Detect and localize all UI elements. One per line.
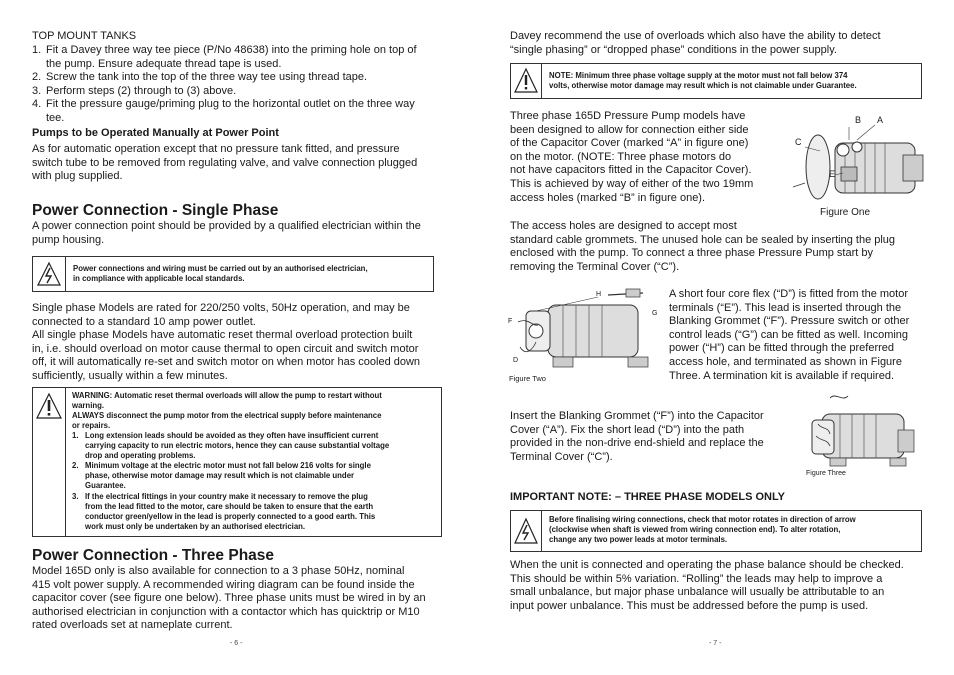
exclamation-warning-icon (511, 64, 542, 98)
figure-two-caption: Figure Two (509, 374, 546, 383)
warning-text: or repairs. (72, 421, 111, 430)
text-line: All single phase Models have automatic reset thermal overload protection built (32, 329, 413, 342)
text-line: of the Capacitor Cover (marked “A” in figure one) (510, 137, 749, 150)
list-text: Screw the tank into the top of the three way tee using thread tape. (46, 71, 368, 83)
figure-label-h: H (596, 291, 602, 298)
warning-text: Guarantee. (85, 481, 126, 490)
list-number: 3. (32, 85, 42, 97)
figure-three-caption: Figure Three (806, 470, 846, 477)
top-mount-title: TOP MOUNT TANKS (32, 30, 137, 42)
warning-text: WARNING: Automatic reset thermal overloads will allow the pump to restart without (72, 391, 382, 400)
warning-text: conductor green/yellow in the lead is properly connected to a good earth. This (85, 512, 376, 521)
figure-label-c: C (795, 137, 802, 147)
text-line: control leads (“G”) can be fitted as well. Incoming (669, 328, 909, 341)
text-line: not have capacitors fitted in the Capacitor Cover). (510, 164, 752, 177)
list-item (32, 71, 442, 85)
list-item (32, 44, 442, 72)
text-line: As for automatic operation except that no pressure tank fitted, and pressure (32, 143, 400, 155)
list-text: Fit a Davey three way tee piece (P/No 48638) into the priming hole on top of (46, 44, 417, 56)
text-line: in, i.e. should overload on motor cause thermal to open circuit and switch motor (32, 342, 419, 355)
thermal-warning-box (32, 387, 442, 537)
figure-label-e: E (829, 169, 836, 179)
figure-label-a: A (877, 115, 884, 125)
pump-diagram-figure-one (785, 115, 930, 210)
capacitor-paragraph (510, 110, 753, 205)
list-number: 1. (72, 431, 79, 440)
list-number: 4. (32, 98, 42, 110)
text-line: authorised electrician in conjunction with a contactor which has quicktrip or M10 (32, 605, 420, 618)
important-heading: IMPORTANT NOTE: – THREE PHASE MODELS ONLY (510, 491, 786, 503)
text-line: pump housing. (32, 233, 105, 246)
electrical-hazard-icon (33, 257, 66, 291)
text-line: input power unbalance. This must be addressed before the pump is used. (510, 599, 869, 612)
note-text: volts, otherwise motor damage may result which is not claimable under Guarantee. (549, 81, 857, 90)
text-line: rated overloads set at nameplate current. (32, 619, 233, 632)
list-number: 3. (72, 492, 79, 501)
warning-text: If the electrical fittings in your country make it necessary to remove the plug (85, 492, 368, 501)
text-line: Insert the Blanking Grommet (“F”) into the Capacitor (510, 410, 764, 422)
warning-text: carrying capacity to run electric motors, hence they can cause substantial voltage (85, 441, 390, 450)
manual-heading: Pumps to be Operated Manually at Power Point (32, 127, 279, 139)
blanking-paragraph (510, 410, 764, 464)
text-line: access holes (marked “B” in figure one). (510, 191, 706, 204)
text-line: connected to a standard 10 amp power outlet. (32, 315, 256, 328)
single-phase-heading: Power Connection - Single Phase (32, 202, 279, 219)
figure-label-b: B (855, 115, 862, 125)
figure-three (800, 390, 925, 482)
warning-list-item (72, 431, 440, 461)
text-line: switch tube to be removed from regulating valve, and valve connection plugged (32, 156, 418, 169)
figure-label-g: G (652, 310, 658, 317)
note-text: NOTE: Minimum three phase voltage supply at the motor must not fall below 374 (549, 71, 848, 80)
three-phase-paragraph (32, 565, 426, 633)
list-item (32, 98, 442, 126)
figure-label-d: D (513, 357, 519, 364)
warning-text: Before finalising wiring connections, check that motor rotates in direction of arrow (549, 515, 856, 524)
text-line: 415 volt power supply. A recommended wiring diagram can be found inside the (32, 578, 415, 591)
warning-text: ALWAYS disconnect the pump motor from the electrical supply before maintenance (72, 411, 382, 420)
text-line: Terminal Cover (“C”). (510, 450, 613, 463)
text-line: enclosed with the pump. To connect a three phase Pressure Pump start by (510, 247, 873, 260)
text-line: Model 165D only is also available for connection to a 3 phase 50Hz, nominal (32, 565, 405, 577)
text-line: The access holes are designed to accept most (510, 220, 737, 232)
text-line: Davey recommend the use of overloads which also have the ability to detect (510, 30, 881, 42)
warning-text: Minimum voltage at the electric motor must not fall below 216 volts for single (85, 461, 371, 470)
list-text: the pump. Ensure adequate thread tape is used. (46, 57, 282, 70)
text-line: been designed to allow for connection either side (510, 123, 749, 136)
text-line: Three. A termination kit is available if required. (669, 369, 895, 382)
text-line: with plug supplied. (32, 170, 123, 183)
phase-balance-paragraph (510, 559, 904, 613)
text-line: Three phase 165D Pressure Pump models have (510, 110, 746, 122)
warning-text: Long extension leads should be avoided as they often have insufficient current (85, 431, 379, 440)
figure-one (785, 115, 930, 218)
pump-diagram-figure-two (508, 287, 663, 375)
text-line: This is achieved by way of either of the two 19mm (510, 177, 754, 190)
text-line: sufficiently, usually within a few minutes. (32, 369, 228, 382)
warning-text: (clockwise when shaft is viewed from wiring connection end). To alter rotation, (549, 525, 841, 534)
page-number: - 6 - (230, 640, 243, 647)
text-line: access hole, and terminated as shown in Figure (669, 355, 902, 368)
warning-text: drop and operating problems. (85, 451, 196, 460)
overload-intro (510, 30, 881, 57)
text-line: This should be within 5% variation. “Rolling” the leads may help to improve a (510, 572, 883, 585)
list-number: 2. (32, 71, 42, 83)
list-number: 2. (72, 461, 79, 470)
figure-one-caption: Figure One (820, 207, 871, 218)
text-line: off, it will automatically re-set and switch motor on when motor has cooled down (32, 356, 421, 369)
text-line: power (“H”) can be fitted through the preferred (669, 342, 895, 355)
text-line: Cover (“A”). Fix the short lead (“D”) into the path (510, 423, 745, 436)
warning-text: in compliance with applicable local standards. (73, 274, 245, 283)
electrical-warning-box (32, 256, 434, 292)
text-line: Blanking Grommet (“F”). Pressure switch or other (669, 315, 910, 328)
text-line: “single phasing” or “dropped phase” conditions in the power supply. (510, 43, 837, 56)
warning-text: Power connections and wiring must be carried out by an authorised electrician, (73, 264, 368, 273)
text-line: A power connection point should be provided by a qualified electrician within the (32, 220, 421, 232)
flex-paragraph (669, 288, 909, 383)
electrical-hazard-icon (511, 511, 542, 551)
list-text: Perform steps (2) through to (3) above. (46, 85, 237, 97)
text-line: provided in the non-drive end-shield and replace the (510, 437, 764, 450)
warning-list-item (72, 492, 440, 532)
list-number: 1. (32, 44, 42, 56)
warning-text: phase, otherwise motor damage may result which is not claimable under (85, 471, 355, 480)
list-text: Fit the pressure gauge/priming plug to the horizontal outlet on the three way (46, 98, 415, 110)
pump-diagram-figure-three (800, 390, 925, 470)
warning-list-item (72, 461, 440, 491)
text-line: When the unit is connected and operating the phase balance should be checked. (510, 559, 904, 571)
text-line: on the motor. (NOTE: Three phase motors do (510, 150, 732, 163)
warning-text: work must only be undertaken by an authorised electrician. (85, 522, 306, 531)
single-phase-body (32, 302, 420, 384)
manual-paragraph (32, 143, 417, 184)
warning-text: change any two power leads at motor terminals. (549, 535, 728, 544)
list-item (32, 85, 442, 99)
voltage-note-box (510, 63, 922, 99)
grommet-paragraph (510, 220, 895, 274)
figure-two (508, 287, 663, 385)
list-text: tee. (46, 111, 65, 124)
text-line: removing the Terminal Cover (“C”). (510, 260, 680, 273)
three-phase-heading: Power Connection - Three Phase (32, 547, 275, 564)
exclamation-warning-icon (33, 388, 66, 536)
rotation-warning-box (510, 510, 922, 552)
warning-text: from the lead fitted to the motor, care should be taken to ensure that the earth (85, 502, 374, 511)
text-line: A short four core flex (“D”) is fitted from the motor (669, 288, 909, 300)
single-phase-intro (32, 220, 421, 247)
figure-label-f: F (508, 318, 513, 325)
text-line: standard cable grommets. The unused hole can be sealed by inserting the plug (510, 233, 896, 246)
text-line: capacitor cover (see figure one below). Three phase units must be wired in by an (32, 592, 426, 605)
text-line: Single phase Models are rated for 220/250 volts, 50Hz operation, and may be (32, 302, 410, 314)
text-line: terminals (“E”). This lead is inserted through the (669, 301, 902, 314)
page-number: - 7 - (709, 640, 722, 647)
warning-text: warning. (72, 401, 105, 410)
text-line: small unbalance, but major phase unbalance will usually be attributable to an (510, 586, 885, 599)
